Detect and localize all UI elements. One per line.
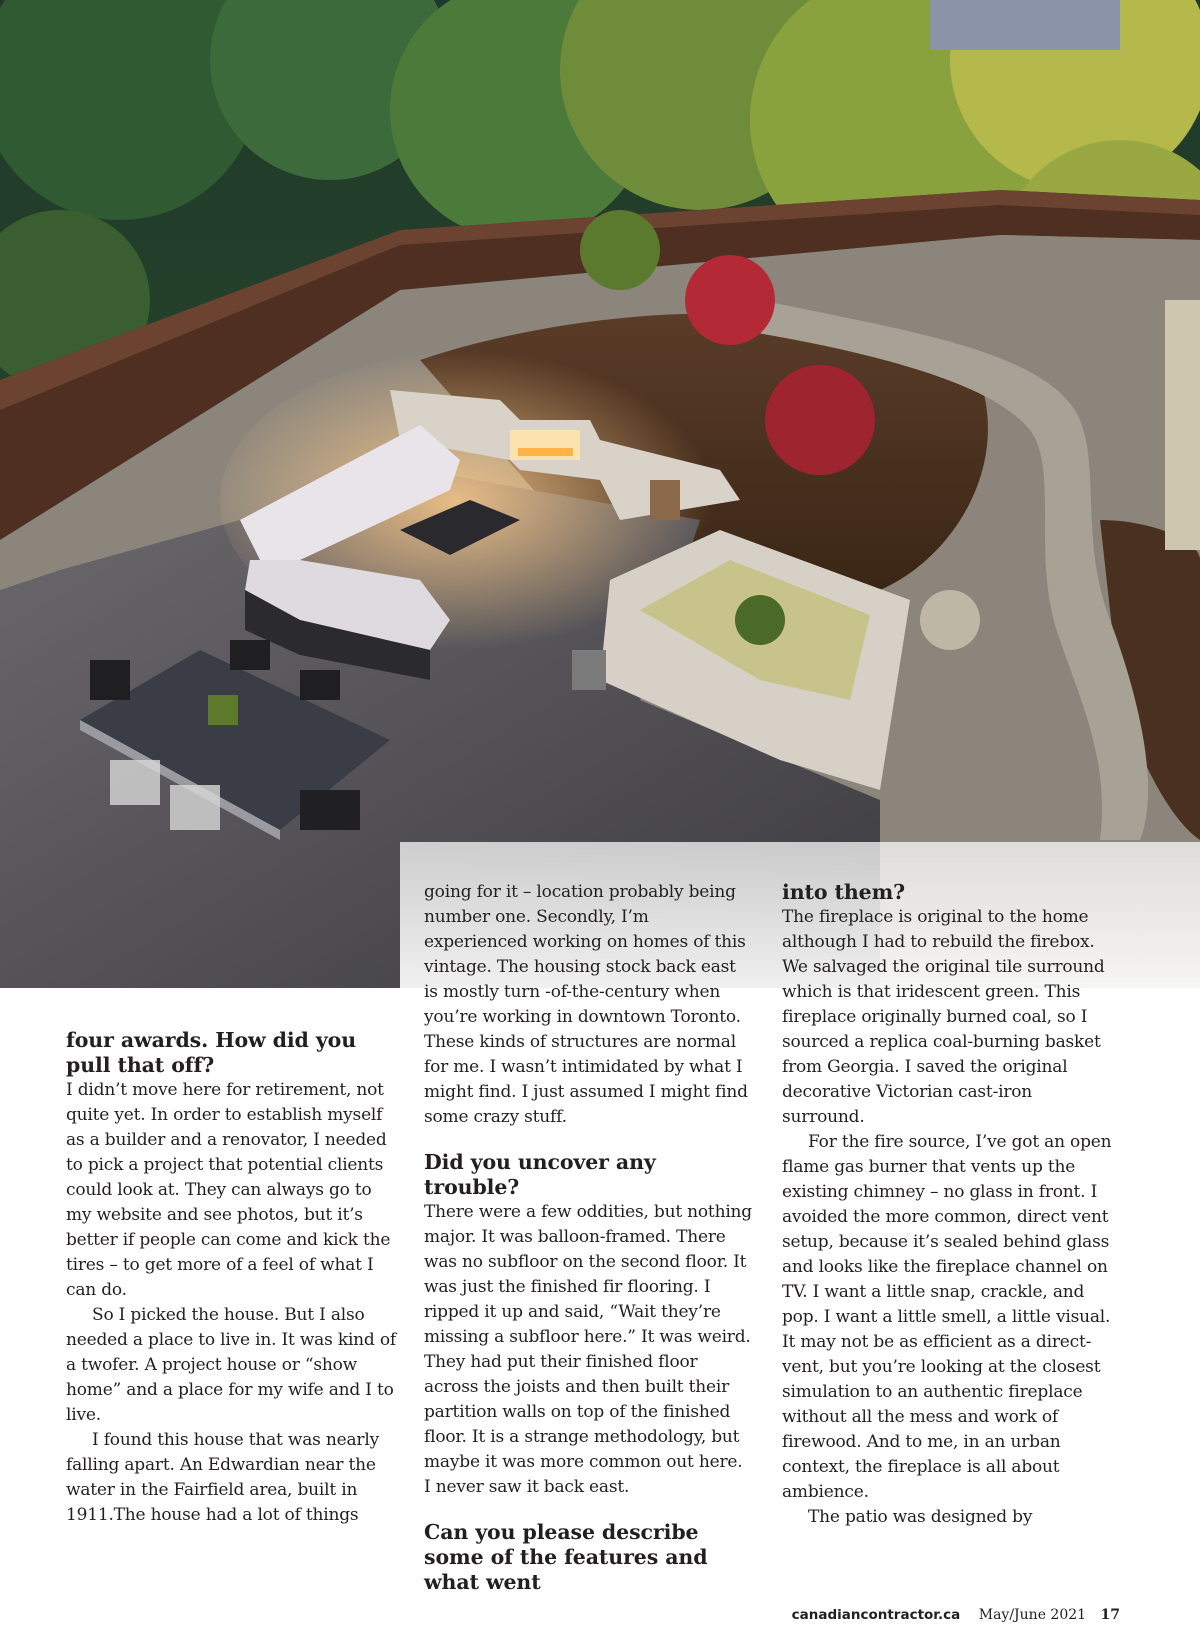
column-1-paragraph-1: I didn’t move here for retirement, not quite yet. In order to establish myself as a builder and a renovator, I needed to pick a project that potential clients could look at. They can always go to my website and see photos, but it’s better if people can come and kick the tires – to get more of a feel of what I can do. <box>66 1080 391 1300</box>
column-3 <box>782 880 1112 1530</box>
page-number: 17 <box>1100 1607 1120 1623</box>
column-1-heading: four awards. How did you pull that off? <box>66 1028 357 1077</box>
footer-site: canadiancontractor.ca <box>791 1607 961 1623</box>
column-3-paragraph-3: The patio was designed by <box>808 1507 1033 1527</box>
column-2 <box>424 880 754 1595</box>
page-footer <box>792 1607 1120 1623</box>
column-2-heading-1: Did you uncover any trouble? <box>424 1150 656 1199</box>
column-3-paragraph-2: For the fire source, I’ve got an open flame gas burner that vents up the existing chimney – no glass in front. I avoided the more common, direct vent setup, because it’s sealed behind glass and looks like the fireplace channel on TV. I want a little snap, crackle, and pop. I want a little smell, a little visual. It may not be as efficient as a direct-vent, but you’re looking at the closest simulation to an authentic fireplace without all the mess and work of firewood. And to me, in an urban context, the fireplace is all about ambience. <box>782 1132 1112 1502</box>
column-3-heading: into them? <box>782 880 906 904</box>
column-2-paragraph-1: going for it – location probably being number one. Secondly, I’m experienced working on homes of this vintage. The housing stock back east is mostly turn -of-the-century when you’re working in downtown Toronto. These kinds of structures are normal for me. I wasn’t intimidated by what I might find. I just assumed I might find some crazy stuff. <box>424 882 748 1127</box>
column-2-heading-2: Can you please describe some of the features and what went <box>424 1520 708 1594</box>
column-1-paragraph-3: I found this house that was nearly falling apart. An Edwardian near the water in the Fairfield area, built in 1911.The house had a lot of things <box>66 1430 379 1525</box>
column-2-paragraph-2: There were a few oddities, but nothing major. It was balloon-framed. There was no subfloor on the second floor. It was just the finished fir flooring. I ripped it up and said, “Wait they’re missing a subfloor here.” It was weird. They had put their finished floor across the joists and then built their partition walls on top of the finished floor. It is a strange methodology, but maybe it was more common out here. I never saw it back east. <box>424 1202 752 1497</box>
column-3-paragraph-1: The fireplace is original to the home although I had to rebuild the firebox. We salvaged the original tile surround which is that iridescent green. This fireplace originally burned coal, so I sourced a replica coal-burning basket from Georgia. I saved the original decorative Victorian cast-iron surround. <box>782 907 1105 1127</box>
column-1 <box>66 1028 396 1528</box>
column-1-paragraph-2: So I picked the house. But I also needed a place to live in. It was kind of a twofer. A project house or “show home” and a place for my wife and I to live. <box>66 1305 396 1425</box>
footer-date: May/June 2021 <box>978 1607 1087 1623</box>
